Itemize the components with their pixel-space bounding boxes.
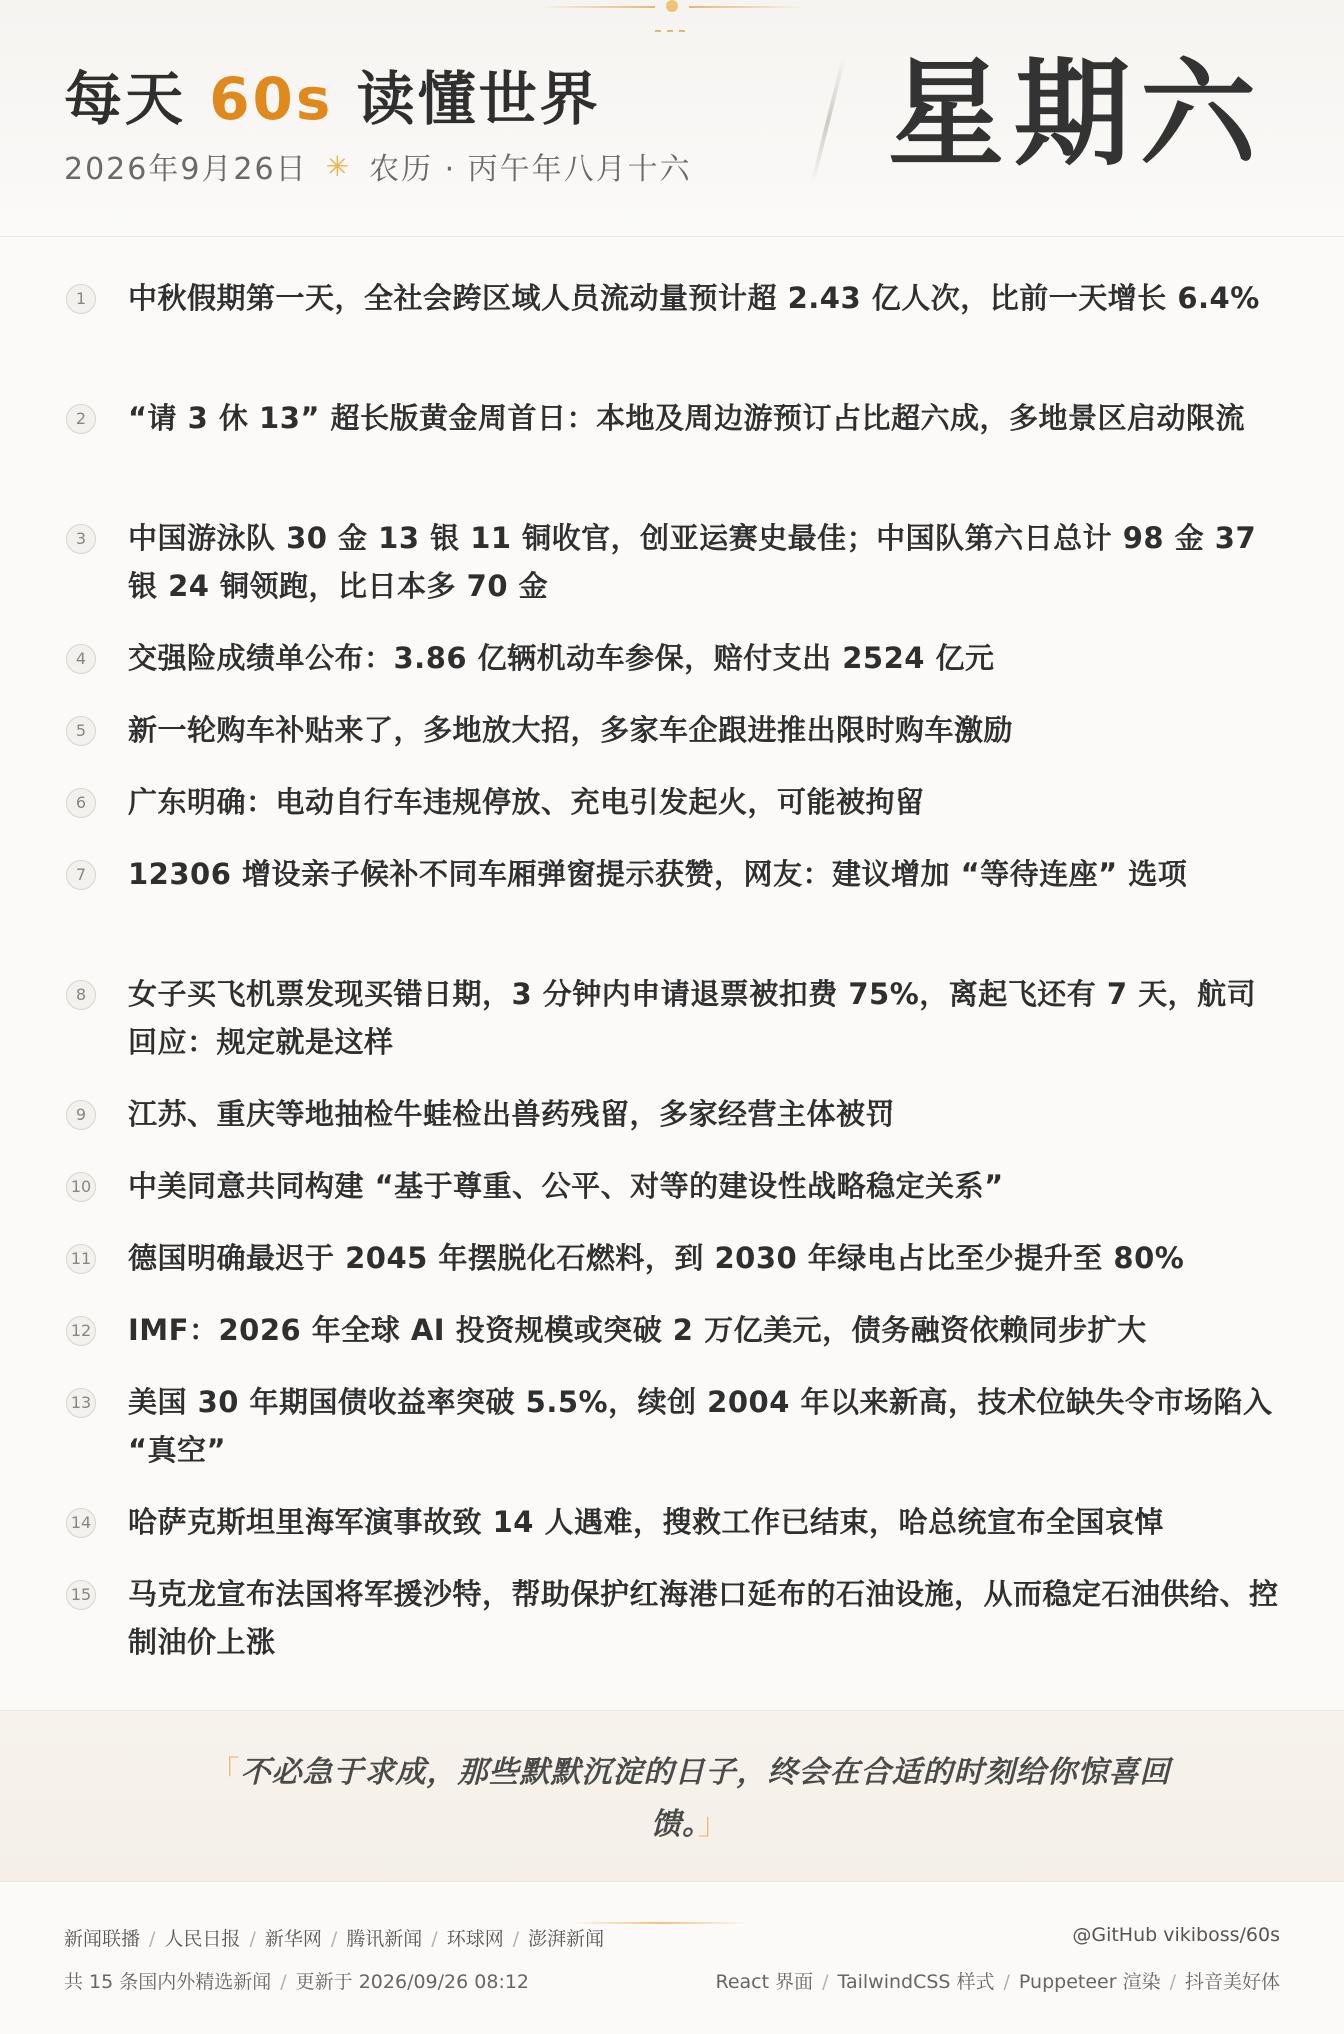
news-text: 中美同意共同构建 “基于尊重、公平、对等的建设性战略稳定关系” [128, 1169, 1004, 1203]
brand-title [64, 52, 601, 132]
news-text: 马克龙宣布法国将军援沙特，帮助保护红海港口延布的石油设施，从而稳定石油供给、控制油价上涨 [128, 1577, 1279, 1659]
news-number-badge: 5 [66, 716, 96, 746]
meta-separator: / [280, 1971, 287, 1993]
source-separator: / [330, 1928, 338, 1950]
weekday: 星期六 [888, 47, 1266, 182]
daily-quote [190, 1747, 1190, 1851]
news-text: 广东明确：电动自行车违规停放、充电引发起火，可能被拘留 [128, 785, 925, 819]
news-number-badge: 11 [66, 1244, 96, 1274]
credit-separator: / [1169, 1971, 1176, 1993]
star-icon: ✳ [325, 149, 352, 183]
news-number-badge: 8 [66, 980, 96, 1010]
source-item: 腾讯新闻 [346, 1928, 423, 1950]
news-number-badge: 13 [66, 1388, 96, 1418]
quote-close-mark: 」 [698, 1807, 729, 1842]
top-decoration [535, 0, 809, 40]
news-number-badge: 14 [66, 1508, 96, 1538]
source-separator: / [512, 1928, 520, 1950]
lunar-date: 农历 · 丙午年八月十六 [369, 152, 692, 187]
news-text: 新一轮购车补贴来了，多地放大招，多家车企跟进推出限时购车激励 [128, 713, 1014, 747]
news-text: 美国 30 年期国债收益率突破 5.5%，续创 2004 年以来新高，技术位缺失令市场陷入 “真空” [128, 1385, 1273, 1467]
source-separator: / [149, 1928, 156, 1950]
news-number-badge: 15 [66, 1580, 96, 1610]
source-item: 新华网 [264, 1928, 322, 1950]
deco-dot [666, 0, 678, 12]
news-text: 中国游泳队 30 金 13 银 11 铜收官，创亚运赛史最佳；中国队第六日总计 98 金 37 银 24 铜领跑，比日本多 70 金 [128, 521, 1257, 603]
news-text: 交强险成绩单公布：3.86 亿辆机动车参保，赔付支出 2524 亿元 [128, 641, 995, 675]
news-number-badge: 1 [66, 284, 96, 314]
source-separator: / [431, 1928, 438, 1950]
credit-item: 抖音美好体 [1184, 1971, 1280, 1993]
news-number-badge: 4 [66, 644, 96, 674]
quote-section [0, 1710, 1344, 1882]
deco-line-right [689, 6, 809, 8]
source-list [64, 1924, 604, 1951]
header-divider [810, 57, 845, 184]
source-item: 新闻联播 [64, 1928, 141, 1950]
credit-item: React 界面 [715, 1971, 814, 1993]
news-text: 中秋假期第一天，全社会跨区域人员流动量预计超 2.43 亿人次，比前一天增长 6.4% [128, 281, 1260, 315]
news-text: 哈萨克斯坦里海军演事故致 14 人遇难，搜救工作已结束，哈总统宣布全国哀悼 [128, 1505, 1165, 1539]
news-number-badge: 3 [66, 524, 96, 554]
source-item: 人民日报 [164, 1928, 241, 1950]
date-text: 2026年9月26日 [64, 152, 308, 187]
credit-item: Puppeteer 渲染 [1018, 1971, 1161, 1993]
source-item: 环球网 [446, 1928, 504, 1950]
credit-separator: / [1003, 1971, 1010, 1993]
footer-meta [64, 1967, 529, 1994]
update-time: 更新于 2026/09/26 08:12 [295, 1971, 530, 1993]
news-number-badge: 9 [66, 1100, 96, 1130]
credit-item: TailwindCSS 样式 [837, 1971, 995, 1993]
brand-prefix: 每天 [64, 65, 210, 133]
date-line [64, 145, 692, 187]
header [0, 0, 1344, 237]
footer [0, 1880, 1344, 2034]
source-item: 澎湃新闻 [528, 1928, 605, 1950]
deco-dash [655, 30, 689, 32]
source-separator: / [249, 1928, 256, 1950]
quote-text: 不必急于求成，那些默默沉淀的日子，终会在合适的时刻给你惊喜回馈。 [240, 1755, 1171, 1842]
news-text: 12306 增设亲子候补不同车厢弹窗提示获赞，网友：建议增加 “等待连座” 选项 [128, 857, 1188, 891]
news-number-badge: 2 [66, 404, 96, 434]
brand-highlight: 60s [209, 65, 334, 133]
news-text: IMF：2026 年全球 AI 投资规模或突破 2 万亿美元，债务融资依赖同步扩大 [128, 1313, 1147, 1347]
news-text: 女子买飞机票发现买错日期，3 分钟内申请退票被扣费 75%，离起飞还有 7 天，航司回应：规定就是这样 [128, 977, 1257, 1059]
news-text: “请 3 休 13” 超长版黄金周首日：本地及周边游预订占比超六成，多地景区启动限流 [128, 401, 1246, 435]
quote-open-mark: 「 [209, 1755, 241, 1790]
news-number-badge: 7 [66, 860, 96, 890]
news-number-badge: 6 [66, 788, 96, 818]
brand-suffix: 读懂世界 [333, 65, 601, 133]
news-text: 江苏、重庆等地抽检牛蛙检出兽药残留，多家经营主体被罚 [128, 1097, 896, 1131]
news-count: 共 15 条国内外精选新闻 [64, 1971, 272, 1993]
news-number-badge: 12 [66, 1316, 96, 1346]
github-link[interactable]: @GitHub vikiboss/60s [1072, 1924, 1280, 1946]
news-text: 德国明确最迟于 2045 年摆脱化石燃料，到 2030 年绿电占比至少提升至 80% [128, 1241, 1185, 1275]
news-number-badge: 10 [66, 1172, 96, 1202]
credit-separator: / [822, 1971, 829, 1993]
deco-line-left [535, 6, 655, 8]
tech-credits [715, 1967, 1280, 1994]
